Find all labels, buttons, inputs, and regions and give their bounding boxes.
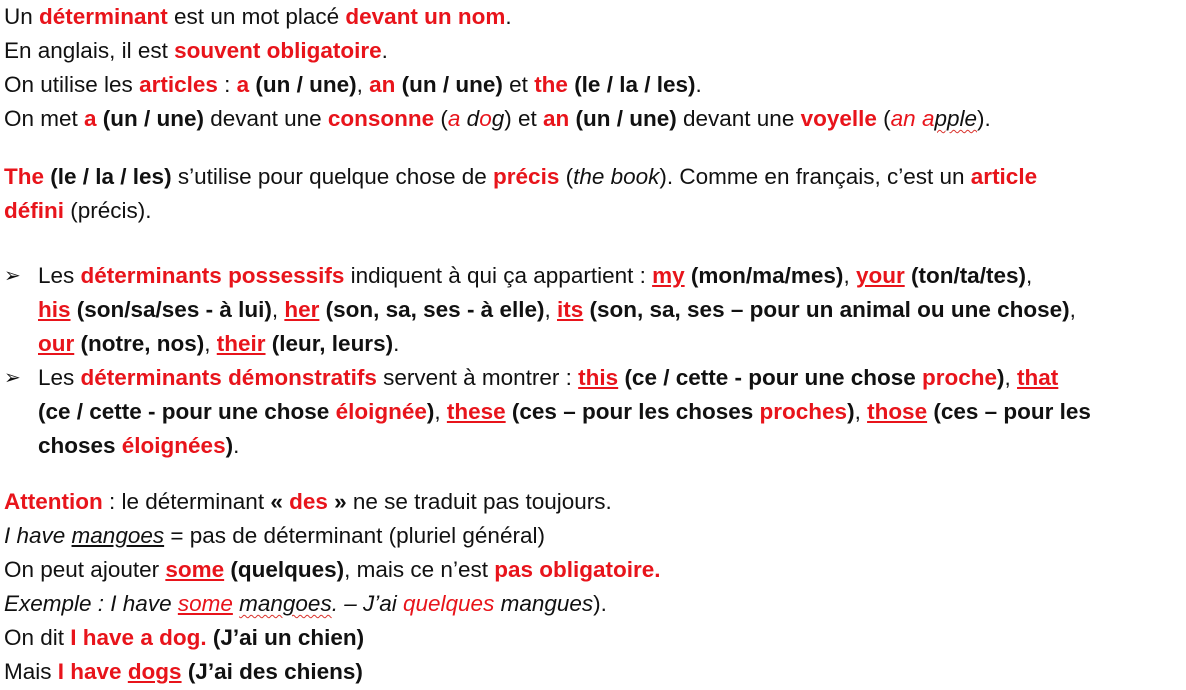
text-run: : le déterminant <box>102 489 271 514</box>
text-line <box>4 655 363 689</box>
text-run: articles <box>139 72 218 97</box>
text-run: I have a dog. <box>70 625 207 650</box>
text-run: s’utilise pour quelque chose de <box>171 164 494 189</box>
text-run: est un mot placé <box>167 4 346 29</box>
text-run: that <box>1017 365 1059 390</box>
text-line <box>4 160 1037 194</box>
text-run: » <box>327 489 347 514</box>
text-run: On dit <box>4 625 71 650</box>
text-run: , <box>1025 263 1033 288</box>
text-run: her <box>284 297 320 322</box>
text-run: o <box>479 106 492 131</box>
text-run: Exemple : I have <box>4 591 178 616</box>
text-run: (son, sa, ses - à elle) <box>319 297 545 322</box>
text-run: (un / une) <box>395 72 503 97</box>
text-run: servent à montrer : <box>376 365 579 390</box>
text-run: voyelle <box>800 106 877 131</box>
text-run: , <box>1004 365 1018 390</box>
text-run: . <box>393 331 400 356</box>
text-run: . <box>381 38 388 63</box>
text-line <box>38 395 1091 429</box>
text-run: dogs <box>127 659 182 684</box>
text-run: , <box>1069 297 1076 322</box>
text-run: (leur, leurs) <box>265 331 394 356</box>
text-run: I have <box>4 523 72 548</box>
text-run: , <box>854 399 868 424</box>
text-run: these <box>446 399 506 424</box>
text-run: défini <box>4 198 64 223</box>
text-run: my <box>652 263 685 288</box>
text-run: (précis). <box>64 198 152 223</box>
text-run: Mais <box>4 659 58 684</box>
text-line <box>38 429 239 463</box>
text-run: (ce / cette - pour une chose <box>38 399 336 424</box>
text-run: éloignées <box>121 433 226 458</box>
text-run: , <box>843 263 856 288</box>
text-run: Les <box>38 263 81 288</box>
text-run: déterminants possessifs <box>80 263 345 288</box>
text-line <box>38 327 399 361</box>
text-run: et <box>502 72 535 97</box>
text-run: , mais ce n’est <box>344 557 495 582</box>
text-run: proche <box>922 365 998 390</box>
text-line <box>4 0 512 34</box>
text-run: Attention <box>4 489 103 514</box>
text-run: mangues <box>494 591 594 616</box>
text-run: a <box>921 106 935 131</box>
text-run: On met <box>4 106 85 131</box>
text-run: our <box>38 331 75 356</box>
text-run: , <box>544 297 557 322</box>
text-run: proches <box>759 399 848 424</box>
text-run: your <box>855 263 905 288</box>
text-run: ( <box>876 106 891 131</box>
arrowhead-bullet-icon: ➢ <box>4 367 21 389</box>
text-run: this <box>578 365 619 390</box>
text-run: ne se traduit pas toujours. <box>346 489 612 514</box>
text-run: (notre, nos) <box>74 331 205 356</box>
text-run: ) <box>426 399 435 424</box>
text-run: his <box>38 297 71 322</box>
text-line <box>38 293 1076 327</box>
text-line <box>38 361 1058 395</box>
text-run: On peut ajouter <box>4 557 166 582</box>
text-run: devant un nom <box>345 4 506 29</box>
text-line <box>4 68 702 102</box>
text-run: (J’ai un chien) <box>206 625 365 650</box>
text-run: choses <box>38 433 122 458</box>
text-run: an <box>369 72 396 97</box>
text-run: ) et <box>504 106 543 131</box>
text-run: the <box>534 72 568 97</box>
text-line <box>4 621 364 655</box>
text-run: ). <box>593 591 607 616</box>
text-run: a <box>447 106 461 131</box>
text-run: quelques <box>402 591 495 616</box>
text-run: a <box>236 72 250 97</box>
text-line <box>4 519 545 553</box>
arrowhead-bullet-icon: ➢ <box>4 265 21 287</box>
text-run: (ce / cette - pour une chose <box>618 365 923 390</box>
text-run: éloignée <box>335 399 427 424</box>
text-run: . – J’ai <box>331 591 403 616</box>
text-run: ). Comme en français, c’est un <box>659 164 971 189</box>
text-run: (le / la / les) <box>567 72 696 97</box>
text-run: a <box>84 106 97 131</box>
text-run: (son, sa, ses – pour un animal ou une chose) <box>583 297 1070 322</box>
text-run: (un / une) <box>96 106 205 131</box>
text-run: devant une <box>676 106 801 131</box>
text-run: Un <box>4 4 40 29</box>
text-run: an <box>890 106 916 131</box>
text-run: (quelques) <box>224 557 345 582</box>
text-run: its <box>557 297 584 322</box>
text-line <box>4 553 661 587</box>
text-run: , <box>434 399 447 424</box>
text-run: The <box>4 164 45 189</box>
text-run: (le / la / les) <box>44 164 172 189</box>
text-run: ) <box>225 433 234 458</box>
text-run: ( <box>434 106 448 131</box>
text-run: (J’ai des chiens) <box>181 659 363 684</box>
text-run: devant une <box>204 106 328 131</box>
text-run: article <box>970 164 1038 189</box>
text-run: = pas de déterminant (pluriel général) <box>164 523 545 548</box>
text-run: , <box>271 297 285 322</box>
text-run: . <box>505 4 512 29</box>
text-line <box>4 485 612 519</box>
text-line <box>38 259 1032 293</box>
text-run: ) <box>847 399 855 424</box>
text-run: pas obligatoire. <box>494 557 661 582</box>
text-run: . <box>695 72 702 97</box>
text-run: déterminant <box>39 4 168 29</box>
text-run: (son/sa/ses - à lui) <box>70 297 272 322</box>
text-run: an <box>542 106 570 131</box>
text-run: (ton/ta/tes) <box>904 263 1026 288</box>
text-run: indiquent à qui ça appartient : <box>344 263 653 288</box>
text-run: those <box>867 399 928 424</box>
text-run: On utilise les <box>4 72 140 97</box>
text-run: , <box>356 72 370 97</box>
text-run: précis <box>493 164 560 189</box>
text-run: (ces – pour les choses <box>505 399 760 424</box>
text-run: pple <box>934 106 978 131</box>
text-run: mangoes <box>71 523 165 548</box>
text-run: (un / une) <box>569 106 677 131</box>
text-line <box>4 194 152 228</box>
text-run: ( <box>559 164 574 189</box>
text-run: I have <box>57 659 128 684</box>
text-run: souvent obligatoire <box>174 38 382 63</box>
text-run: consonne <box>327 106 435 131</box>
text-run: some <box>165 557 225 582</box>
text-run: (mon/ma/mes) <box>684 263 844 288</box>
text-run: (ces – pour les <box>927 399 1091 424</box>
text-run: (un / une) <box>249 72 357 97</box>
text-run: . <box>233 433 240 458</box>
text-run: déterminants démonstratifs <box>80 365 377 390</box>
text-run: the book <box>573 164 660 189</box>
text-run: their <box>216 331 266 356</box>
text-line <box>4 102 991 136</box>
text-run: , <box>204 331 217 356</box>
text-line <box>4 587 607 621</box>
text-run: some <box>177 591 233 616</box>
text-run: : <box>217 72 237 97</box>
text-run: g <box>491 106 505 131</box>
text-run: « <box>270 489 290 514</box>
text-run: ). <box>977 106 991 131</box>
text-run: En anglais, il est <box>4 38 175 63</box>
text-run: des <box>289 489 328 514</box>
text-line <box>4 34 388 68</box>
text-run: d <box>460 106 480 131</box>
text-run: mangoes <box>239 591 332 616</box>
text-run: ) <box>997 365 1005 390</box>
text-run: Les <box>38 365 81 390</box>
